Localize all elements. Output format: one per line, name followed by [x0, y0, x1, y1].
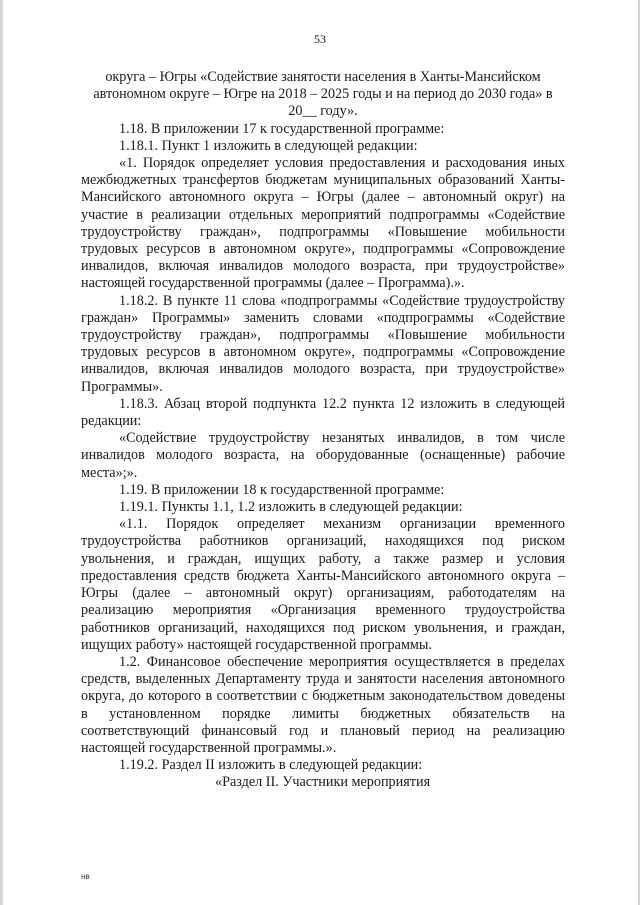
- section-heading: «Раздел II. Участники мероприятия: [215, 774, 431, 791]
- paragraph-1-19-1: 1.19.1. Пункты 1.1, 1.2 изложить в следующей редакции:: [119, 499, 463, 516]
- paragraph-1-18-1: 1.18.1. Пункт 1 изложить в следующей редакции:: [119, 137, 418, 154]
- paragraph-1-19: 1.19. В приложении 18 к государственной программе:: [119, 481, 445, 498]
- document-body: [81, 69, 565, 792]
- paragraph-quote-item-1-1: «1.1. Порядок определяет механизм организации временного трудоустройства работников организаций, находящихся под риском увольнения, и граждан, ищущих работу, а также размер и условия предоставления средств бюджета Ханты-Мансийского автономного округа – Югры (далее – автономный округ) организациям, работодателям на реализацию мероприятия «Организация временного трудоустройства работников организаций, находящихся под риском увольнения, и граждан, ищущих работу» настоящей государственной программы.: [81, 516, 565, 653]
- paragraph-quote-subitem-12-2: «Содействие трудоустройству незанятых инвалидов, в том числе инвалидов молодого возраста, на оборудованные (оснащенные) рабочие места»;».: [81, 430, 565, 481]
- page-number: 53: [314, 32, 326, 46]
- paragraph-1-18-3: 1.18.3. Абзац второй подпункта 12.2 пункта 12 изложить в следующей редакции:: [81, 395, 565, 430]
- paragraph-program-title-continuation: округа – Югры «Содействие занятости населения в Ханты-Мансийском автономном округе – Югре на 2018 – 2025 годы и на период до 2030 года» в 20__ году».: [93, 69, 553, 120]
- paragraph-quote-item-1: «1. Порядок определяет условия предоставления и расходования иных межбюджетных трансфертов бюджетам муниципальных образований Ханты-Мансийского автономного округа – Югры (далее – автономный округ) на участие в реализации отдельных мероприятий подпрограммы «Содействие трудоустройству граждан», подпрограммы «Повышение мобильности трудовых ресурсов в автономном округе», подпрограммы «Сопровождение инвалидов, включая инвалидов молодого возраста, при трудоустройстве» настоящей государственной программы (далее – Программа).».: [81, 155, 565, 292]
- paragraph-1-18-2: 1.18.2. В пункте 11 слова «подпрограммы «Содействие трудоустройству граждан» Программы» заменить словами «подпрограммы «Содействие трудоустройству граждан», подпрограммы «Повышение мобильности трудовых ресурсов в автономном округе», подпрограммы «Сопровождение инвалидов, включая инвалидов молодого возраста, при трудоустройстве» Программы».: [81, 292, 565, 395]
- scan-edge-left: [0, 0, 3, 905]
- paragraph-1-18: 1.18. В приложении 17 к государственной программе:: [119, 120, 445, 137]
- paragraph-item-1-2: 1.2. Финансовое обеспечение мероприятия осуществляется в пределах средств, выделенных Департаменту труда и занятости населения автономного округа, до которого в соответствии с бюджетным законодательством доведены в установленном порядке лимиты бюджетных обязательств на соответствующий финансовый год и плановый период на реализацию настоящей государственной программы.».: [81, 653, 565, 756]
- paragraph-1-19-2: 1.19.2. Раздел II изложить в следующей редакции:: [119, 757, 423, 774]
- footer-initials: нв: [81, 872, 90, 881]
